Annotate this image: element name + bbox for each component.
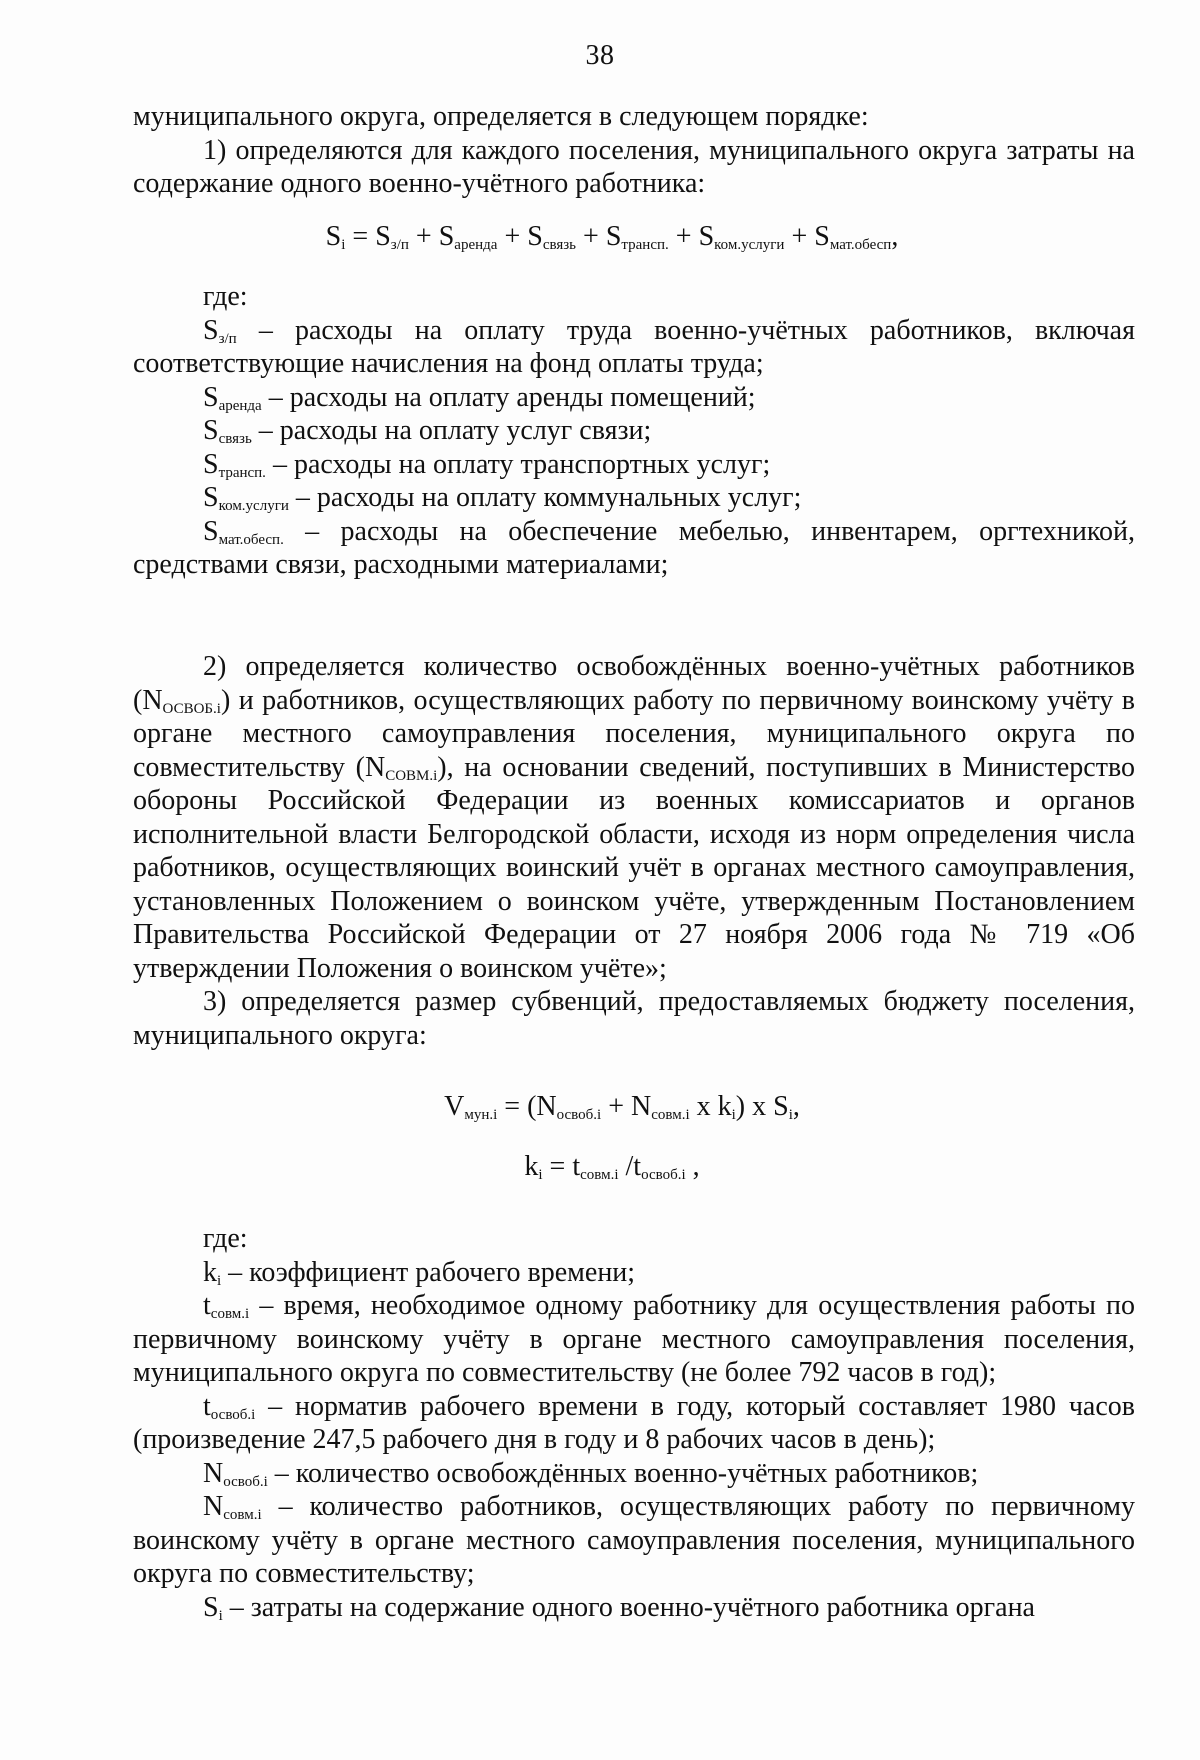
definitions-block-1 bbox=[133, 280, 1135, 582]
definition-item: $N_{освоб.i}$ – количество освобождённых военно-учётных работников; bbox=[203, 1457, 979, 1490]
formula-subvention: $V_{мун.i} = (N_{освоб.i} + N_{совм.i}$ x $k_i$) x $S_i$, bbox=[444, 1091, 800, 1123]
definitions-block-2 bbox=[133, 1222, 1135, 1624]
definition-item: $k_i$ – коэффициент рабочего времени; bbox=[203, 1256, 636, 1289]
formula-term: $S_{трансп.}$ bbox=[605, 221, 669, 253]
page-number: 38 bbox=[585, 40, 615, 71]
definition-item: $S_i$ – затраты на содержание одного военно-учётного работника органа bbox=[203, 1591, 1035, 1624]
definition-item: $S_{аренда}$ – расходы на оплату аренды помещений; bbox=[203, 381, 756, 414]
definition-item: $S_{связь}$ – расходы на оплату услуг связи; bbox=[203, 415, 652, 447]
formula-coefficient: $k_i = t_{совм.i}$ $/t_{освоб.i}$ , bbox=[524, 1151, 700, 1183]
steps-block bbox=[133, 650, 1135, 1052]
step-1-paragraph: 1) определяются для каждого поселения, муниципального округа затраты на содержание одного военно-учётного работника: bbox=[133, 134, 1135, 199]
definition-item: $t_{совм.i}$ – время, необходимое одному работнику для осуществления работы по первичному воинскому учёту в органе местного самоуправления поселения, муниципального округа по совместительству (не более 792 часов в год); bbox=[133, 1290, 1135, 1388]
intro-block bbox=[133, 100, 1135, 201]
where-label: где: bbox=[203, 281, 248, 312]
step-3-paragraph: 3) определяется размер субвенций, предоставляемых бюджету поселения, муниципального округа: bbox=[133, 986, 1135, 1051]
formula-lhs: $S_i$ bbox=[325, 221, 346, 253]
formula-term: $S_{з/п}$ bbox=[375, 221, 409, 253]
formula-term: $S_{аренда}$ bbox=[438, 221, 498, 253]
formula-term: $S_{мат.обесп}$ bbox=[814, 221, 892, 253]
intro-line: муниципального округа, определяется в следующем порядке: bbox=[133, 101, 869, 132]
definition-item: $t_{освоб.i}$ – норматив рабочего времени в году, который составляет 1980 часов (произведение 247,5 рабочего дня в году и 8 рабочих часов в день); bbox=[133, 1390, 1135, 1455]
definition-item: $S_{мат.обесп.}$ – расходы на обеспечение мебелью, инвентарем, оргтехникой, средствами связи, расходными материалами; bbox=[133, 515, 1135, 580]
definition-item: $S_{ком.услуги}$ – расходы на оплату коммунальных услуг; bbox=[203, 482, 802, 514]
definition-item: $N_{совм.i}$ – количество работников, осуществляющих работу по первичному воинскому учёту в органе местного самоуправления поселения, муниципального округа по совместительству; bbox=[133, 1491, 1135, 1589]
where-label: где: bbox=[203, 1223, 248, 1254]
formula-term: $S_{связь}$ bbox=[527, 221, 577, 253]
formula-cost-per-worker: $S_i = S_{з/п} + S_{аренда} + S_{связь} + S_{трансп.} + S_{ком.услуги} + S_{мат.обесп}$, bbox=[325, 221, 899, 253]
definition-item: $S_{трансп.}$ – расходы на оплату транспортных услуг; bbox=[203, 448, 771, 481]
step-2-paragraph: 2) определяется количество освобождённых военно-учётных работников $(N_{ОСВОБ.i})$ и работников, осуществляющих работу по первичному воинскому учёту в органе местного самоуправления поселения, муниципального округа по совместительству $(N_{СОВМ.i})$, на основании сведений, поступивших в Министерство обороны Российской Федерации из военных комиссариатов и органов исполнительной власти Белгородской области, исходя из норм определения числа работников, осуществляющих воинский учёт в органах местного самоуправления, установленных Положением о воинском учёте, утвержденным Постановлением Правительства Российской Федерации от 27 ноября 2006 года № 719 «Об утверждении Положения о воинском учёте»; bbox=[133, 651, 1135, 984]
formula-term: $S_{ком.услуги}$ bbox=[698, 221, 785, 253]
definition-item: $S_{з/п}$ – расходы на оплату труда военно-учётных работников, включая соответствующие начисления на фонд оплаты труда; bbox=[133, 314, 1135, 379]
